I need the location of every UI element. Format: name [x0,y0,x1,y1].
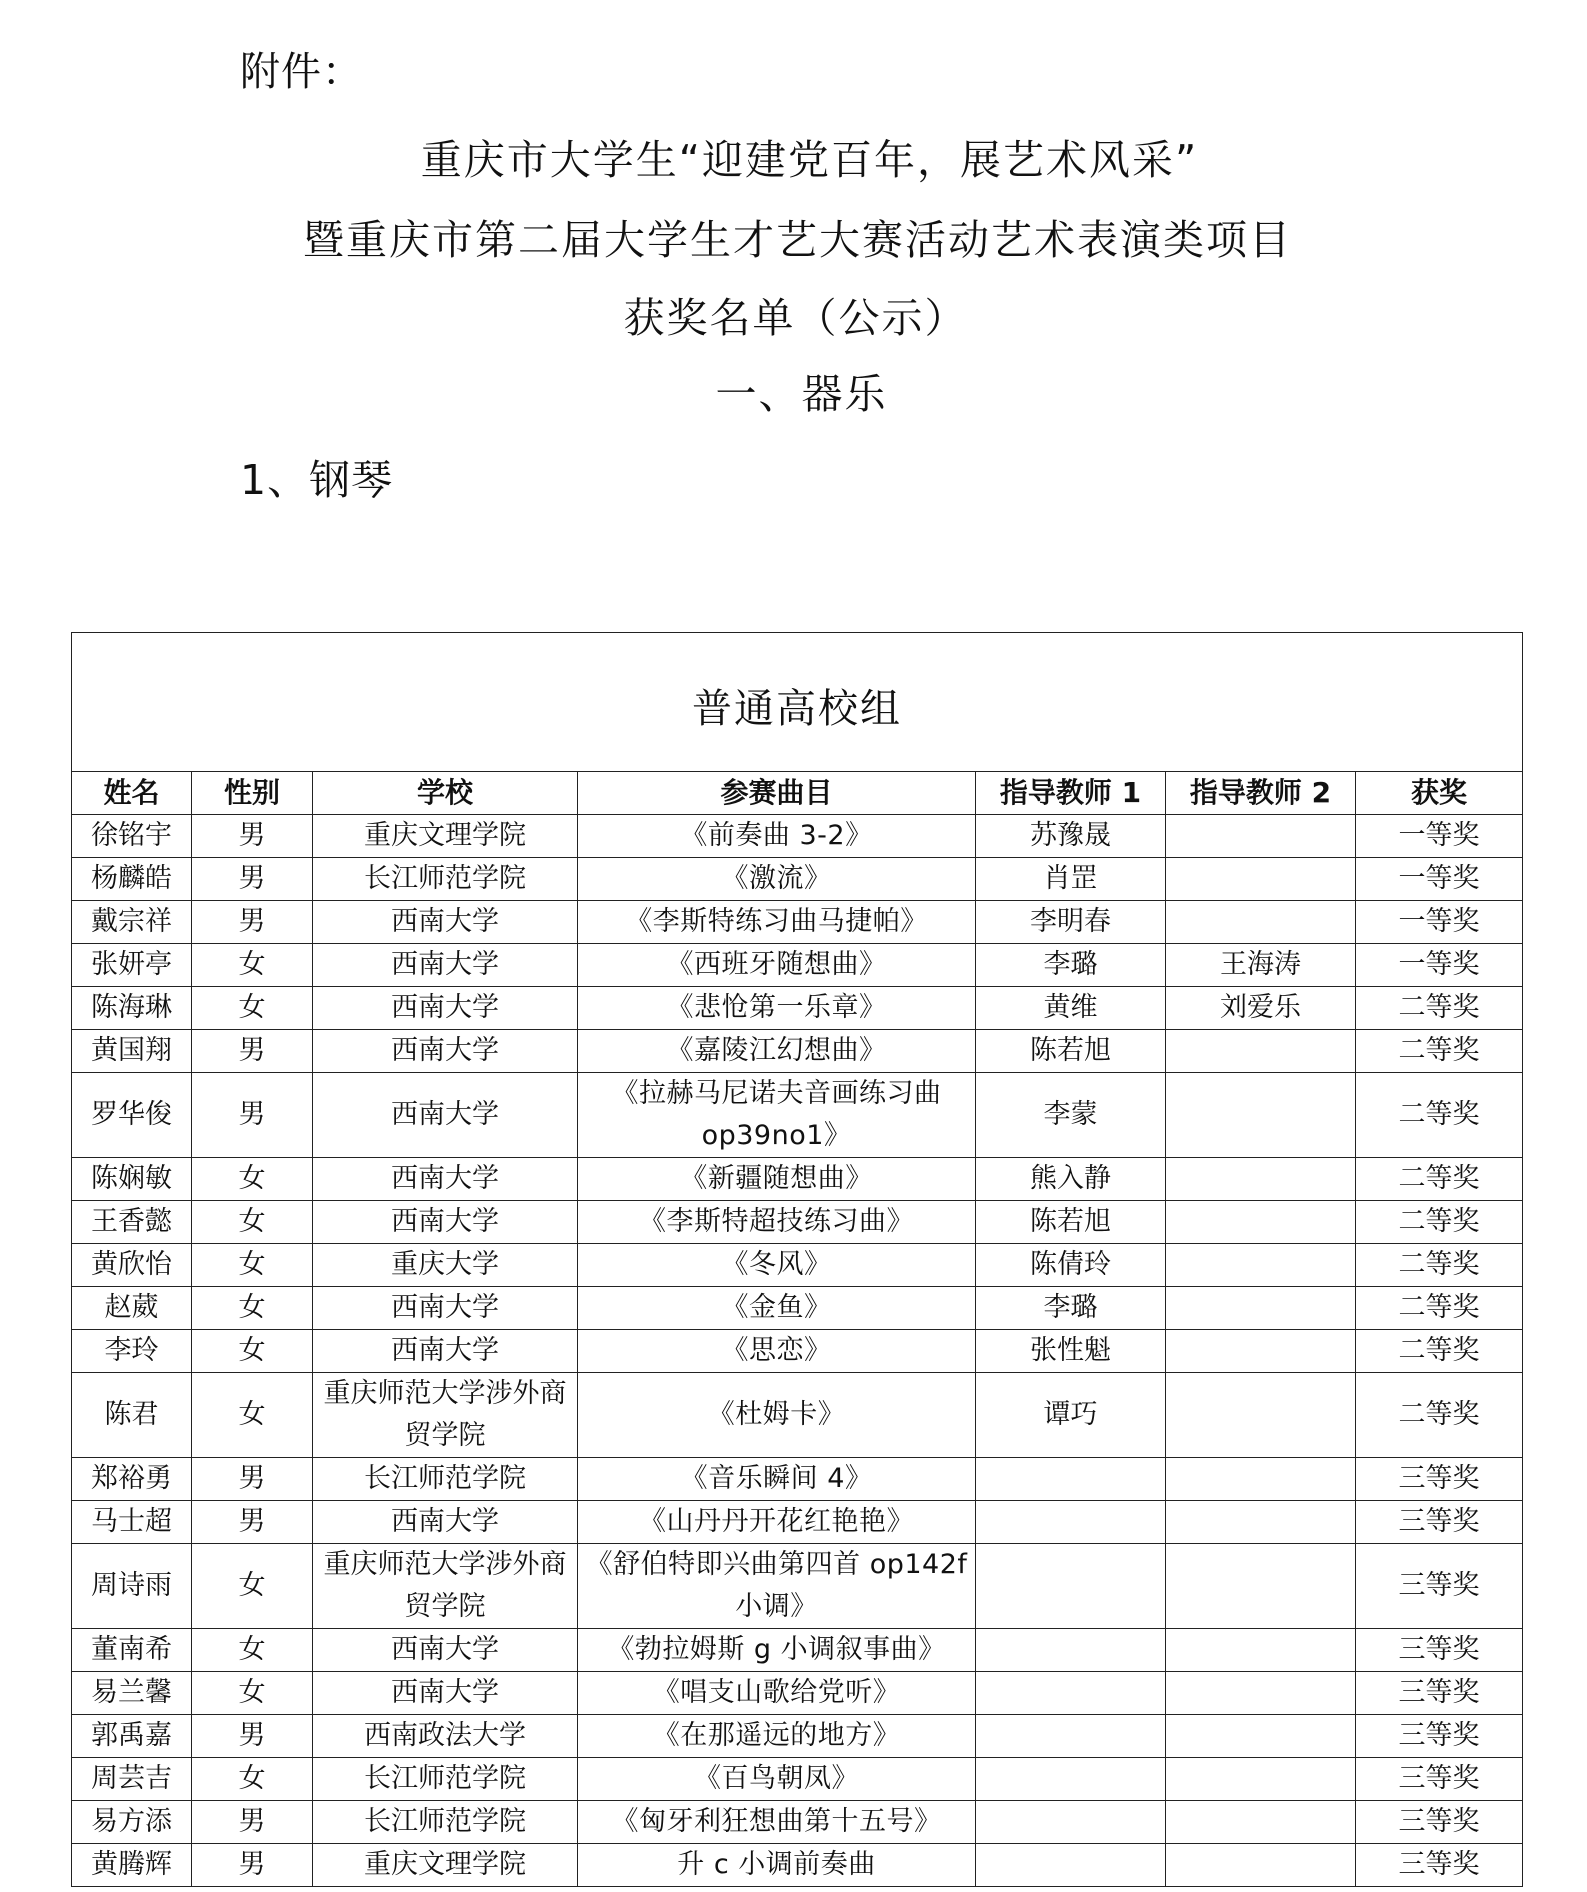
cell-award: 三等奖 [1356,1844,1523,1887]
cell-teacher-2 [1166,1330,1356,1373]
cell-award: 三等奖 [1356,1801,1523,1844]
cell-school: 重庆师范大学涉外商贸学院 [313,1544,578,1629]
cell-teacher-2 [1166,1672,1356,1715]
cell-award: 二等奖 [1356,1158,1523,1201]
cell-name: 周诗雨 [72,1544,192,1629]
table-header-row [72,772,1523,815]
cell-teacher-2 [1166,1158,1356,1201]
cell-teacher-2 [1166,1544,1356,1629]
column-header-name: 姓名 [72,772,192,815]
cell-school: 西南政法大学 [313,1715,578,1758]
cell-school: 西南大学 [313,1629,578,1672]
table-row [72,1715,1523,1758]
cell-gender: 男 [192,1715,313,1758]
cell-teacher-1: 谭巧 [976,1373,1166,1458]
cell-piece: 《杜姆卡》 [578,1373,976,1458]
table-row [72,901,1523,944]
cell-gender: 男 [192,1073,313,1158]
cell-name: 易兰馨 [72,1672,192,1715]
cell-piece: 《前奏曲 3-2》 [578,815,976,858]
cell-award: 三等奖 [1356,1544,1523,1629]
cell-name: 王香懿 [72,1201,192,1244]
cell-award: 三等奖 [1356,1458,1523,1501]
cell-school: 西南大学 [313,1201,578,1244]
cell-gender: 男 [192,1458,313,1501]
cell-teacher-1: 李璐 [976,944,1166,987]
cell-teacher-1 [976,1758,1166,1801]
cell-name: 董南希 [72,1629,192,1672]
document-title-line-2: 暨重庆市第二届大学生才艺大赛活动艺术表演类项目 [303,216,1292,264]
cell-gender: 男 [192,1030,313,1073]
table-row [72,858,1523,901]
cell-piece: 《激流》 [578,858,976,901]
cell-gender: 女 [192,1244,313,1287]
table-row [72,1544,1523,1629]
group-title: 普通高校组 [72,633,1523,772]
cell-name: 郑裕勇 [72,1458,192,1501]
column-header-piece: 参赛曲目 [578,772,976,815]
cell-name: 杨麟皓 [72,858,192,901]
cell-teacher-2 [1166,1201,1356,1244]
table-row [72,1501,1523,1544]
table-row [72,944,1523,987]
cell-piece: 《思恋》 [578,1330,976,1373]
table-row [72,1201,1523,1244]
section-title: 一、器乐 [715,370,888,418]
cell-teacher-2 [1166,1373,1356,1458]
cell-school: 重庆师范大学涉外商贸学院 [313,1373,578,1458]
cell-gender: 女 [192,1672,313,1715]
cell-gender: 女 [192,1287,313,1330]
cell-school: 西南大学 [313,1330,578,1373]
cell-piece: 《舒伯特即兴曲第四首 op142f 小调》 [578,1544,976,1629]
cell-piece: 《音乐瞬间 4》 [578,1458,976,1501]
cell-teacher-1: 陈倩玲 [976,1244,1166,1287]
cell-piece: 《拉赫马尼诺夫音画练习曲 op39no1》 [578,1073,976,1158]
cell-teacher-1 [976,1801,1166,1844]
subsection-title: 1、钢琴 [240,456,394,504]
cell-award: 二等奖 [1356,987,1523,1030]
cell-gender: 男 [192,1844,313,1887]
cell-name: 马士超 [72,1501,192,1544]
cell-award: 一等奖 [1356,815,1523,858]
cell-award: 三等奖 [1356,1672,1523,1715]
cell-name: 赵葳 [72,1287,192,1330]
cell-gender: 女 [192,987,313,1030]
cell-name: 罗华俊 [72,1073,192,1158]
cell-teacher-2 [1166,1501,1356,1544]
award-table-container [71,632,1522,1887]
cell-piece: 《嘉陵江幻想曲》 [578,1030,976,1073]
cell-piece: 《李斯特超技练习曲》 [578,1201,976,1244]
table-row [72,1330,1523,1373]
cell-name: 陈君 [72,1373,192,1458]
table-row [72,1158,1523,1201]
cell-school: 西南大学 [313,1030,578,1073]
column-header-award: 获奖 [1356,772,1523,815]
column-header-school: 学校 [313,772,578,815]
cell-name: 黄欣怡 [72,1244,192,1287]
cell-teacher-1: 李蒙 [976,1073,1166,1158]
cell-award: 二等奖 [1356,1201,1523,1244]
cell-award: 二等奖 [1356,1030,1523,1073]
cell-teacher-2 [1166,815,1356,858]
cell-piece: 《金鱼》 [578,1287,976,1330]
cell-gender: 女 [192,1201,313,1244]
cell-award: 二等奖 [1356,1287,1523,1330]
cell-school: 西南大学 [313,1672,578,1715]
attachment-label: 附件： [240,49,363,95]
cell-award: 三等奖 [1356,1758,1523,1801]
cell-gender: 男 [192,1501,313,1544]
table-row [72,1758,1523,1801]
cell-teacher-2: 王海涛 [1166,944,1356,987]
cell-school: 西南大学 [313,1501,578,1544]
cell-award: 二等奖 [1356,1073,1523,1158]
cell-name: 戴宗祥 [72,901,192,944]
cell-name: 黄腾辉 [72,1844,192,1887]
award-table [71,632,1523,1887]
cell-gender: 女 [192,1158,313,1201]
cell-teacher-1: 黄维 [976,987,1166,1030]
cell-school: 长江师范学院 [313,858,578,901]
cell-gender: 女 [192,1629,313,1672]
cell-teacher-2 [1166,1629,1356,1672]
table-row [72,1030,1523,1073]
cell-name: 陈娴敏 [72,1158,192,1201]
table-row [72,1629,1523,1672]
document-title-line-3: 获奖名单（公示） [623,294,968,342]
cell-teacher-1 [976,1458,1166,1501]
cell-name: 陈海琳 [72,987,192,1030]
cell-teacher-1 [976,1844,1166,1887]
cell-school: 西南大学 [313,987,578,1030]
table-row [72,1244,1523,1287]
cell-school: 重庆大学 [313,1244,578,1287]
column-header-gender: 性别 [192,772,313,815]
cell-school: 西南大学 [313,1287,578,1330]
cell-school: 重庆文理学院 [313,1844,578,1887]
cell-award: 三等奖 [1356,1501,1523,1544]
cell-teacher-1: 陈若旭 [976,1201,1166,1244]
cell-teacher-1: 肖罡 [976,858,1166,901]
table-row [72,1844,1523,1887]
cell-teacher-1 [976,1672,1166,1715]
column-header-teacher-1: 指导教师 1 [976,772,1166,815]
cell-gender: 女 [192,1544,313,1629]
cell-school: 长江师范学院 [313,1801,578,1844]
cell-name: 黄国翔 [72,1030,192,1073]
cell-teacher-2 [1166,1801,1356,1844]
cell-gender: 男 [192,815,313,858]
cell-teacher-1 [976,1715,1166,1758]
cell-gender: 女 [192,1330,313,1373]
cell-teacher-1: 陈若旭 [976,1030,1166,1073]
cell-award: 二等奖 [1356,1373,1523,1458]
cell-teacher-2 [1166,1073,1356,1158]
cell-piece: 《百鸟朝凤》 [578,1758,976,1801]
cell-teacher-2 [1166,1458,1356,1501]
cell-teacher-2 [1166,1287,1356,1330]
cell-school: 西南大学 [313,944,578,987]
cell-teacher-2 [1166,1844,1356,1887]
cell-gender: 女 [192,944,313,987]
table-row [72,1287,1523,1330]
table-body [72,815,1523,1887]
cell-piece: 《在那遥远的地方》 [578,1715,976,1758]
cell-teacher-1 [976,1544,1166,1629]
cell-school: 西南大学 [313,1073,578,1158]
cell-piece: 《新疆随想曲》 [578,1158,976,1201]
cell-award: 二等奖 [1356,1244,1523,1287]
document-title-line-1: 重庆市大学生“迎建党百年，展艺术风采” [420,136,1199,184]
cell-teacher-2: 刘爱乐 [1166,987,1356,1030]
cell-school: 重庆文理学院 [313,815,578,858]
cell-name: 张妍亭 [72,944,192,987]
cell-award: 二等奖 [1356,1330,1523,1373]
cell-gender: 男 [192,1801,313,1844]
cell-piece: 《悲怆第一乐章》 [578,987,976,1030]
cell-teacher-2 [1166,1030,1356,1073]
cell-award: 一等奖 [1356,858,1523,901]
cell-teacher-2 [1166,1715,1356,1758]
cell-school: 长江师范学院 [313,1758,578,1801]
cell-teacher-1 [976,1629,1166,1672]
table-row [72,1373,1523,1458]
table-row [72,1458,1523,1501]
cell-gender: 女 [192,1373,313,1458]
cell-gender: 女 [192,1758,313,1801]
cell-school: 长江师范学院 [313,1458,578,1501]
cell-award: 一等奖 [1356,944,1523,987]
cell-school: 西南大学 [313,901,578,944]
cell-piece: 《匈牙利狂想曲第十五号》 [578,1801,976,1844]
cell-teacher-1: 张性魁 [976,1330,1166,1373]
cell-award: 三等奖 [1356,1629,1523,1672]
table-row [72,987,1523,1030]
cell-teacher-2 [1166,901,1356,944]
cell-name: 易方添 [72,1801,192,1844]
cell-teacher-1: 苏豫晟 [976,815,1166,858]
cell-name: 周芸吉 [72,1758,192,1801]
cell-award: 三等奖 [1356,1715,1523,1758]
cell-teacher-2 [1166,858,1356,901]
cell-teacher-2 [1166,1758,1356,1801]
cell-piece: 《山丹丹开花红艳艳》 [578,1501,976,1544]
cell-name: 郭禹嘉 [72,1715,192,1758]
cell-gender: 男 [192,858,313,901]
cell-teacher-1: 李璐 [976,1287,1166,1330]
cell-award: 一等奖 [1356,901,1523,944]
cell-school: 西南大学 [313,1158,578,1201]
cell-gender: 男 [192,901,313,944]
column-header-teacher-2: 指导教师 2 [1166,772,1356,815]
cell-name: 李玲 [72,1330,192,1373]
cell-piece: 《唱支山歌给党听》 [578,1672,976,1715]
table-row [72,815,1523,858]
cell-teacher-1: 熊入静 [976,1158,1166,1201]
cell-name: 徐铭宇 [72,815,192,858]
cell-teacher-1 [976,1501,1166,1544]
cell-piece: 《西班牙随想曲》 [578,944,976,987]
cell-piece: 升 c 小调前奏曲 [578,1844,976,1887]
table-row [72,1801,1523,1844]
table-row [72,1073,1523,1158]
cell-piece: 《冬风》 [578,1244,976,1287]
cell-piece: 《勃拉姆斯 g 小调叙事曲》 [578,1629,976,1672]
table-row [72,1672,1523,1715]
cell-teacher-1: 李明春 [976,901,1166,944]
cell-piece: 《李斯特练习曲马捷帕》 [578,901,976,944]
cell-teacher-2 [1166,1244,1356,1287]
